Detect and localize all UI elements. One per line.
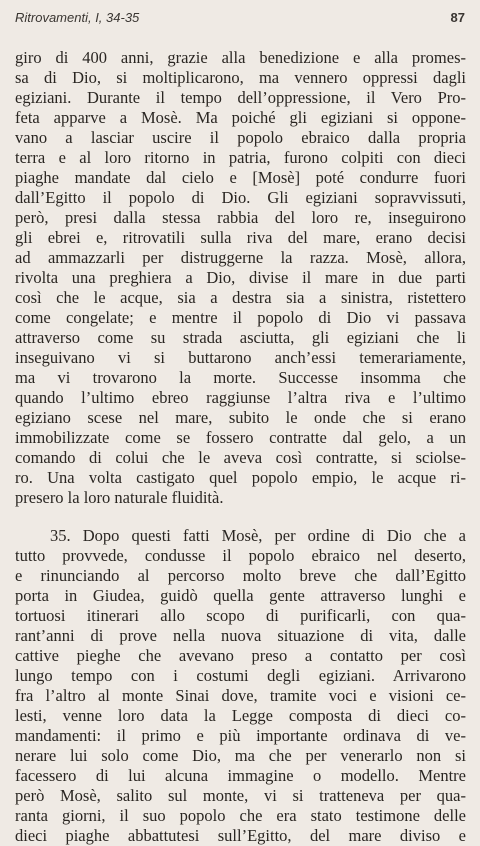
text-line: comando di colui che le aveva così contratte, si sciolse- [15, 448, 466, 467]
text-line: rivolta una preghiera a Dio, divise il mare in due parti [15, 268, 466, 287]
text-line: 35. Dopo questi fatti Mosè, per ordine di Dio che a [50, 526, 466, 545]
text-line: nerare lui solo come Dio, ma che per venerarlo non si [15, 746, 466, 765]
text-line: inseguivano vi si buttarono anch’essi temerariamente, [15, 348, 466, 367]
text-line: terra e al loro ritorno in patria, furono colpiti con dieci [15, 148, 466, 167]
text-line: però, presi dalla stessa rabbia del loro re, inseguirono [15, 208, 466, 227]
text-line: lungo tempo con i costumi degli egiziani. Arrivarono [15, 666, 466, 685]
text-line: porta in Giudea, guidò quella gente attraverso lunghi e [15, 586, 466, 605]
text-line: giro di 400 anni, grazie alla benedizione e alla promes- [15, 48, 466, 67]
text-line: lesti, venne loro data la Legge composta di dieci co- [15, 706, 466, 725]
text-line: gli ebrei e, ritrovatili sulla riva del mare, erano decisi [15, 228, 466, 247]
page-header [15, 6, 465, 28]
text-line: presero la loro naturale fluidità. [15, 488, 224, 507]
text-line: feta apparve a Mosè. Ma poiché gli egiziani si oppone- [15, 108, 466, 127]
text-line: piaghe mandate dal cielo e [Mosè] poté condurre fuori [15, 168, 466, 187]
paragraph-gap [15, 508, 466, 526]
body-text [15, 48, 466, 846]
text-line: quando l’ultimo ebreo raggiunse l’altra riva e l’ultimo [15, 388, 466, 407]
page-number: 87 [450, 10, 465, 25]
text-line: egiziano scese nel mare, subito le onde che si erano [15, 408, 466, 427]
text-line: dieci piaghe abbattutesi sull’Egitto, del mare diviso e [15, 826, 466, 845]
text-line: vano a lasciar uscire il popolo ebraico dalla propria [15, 128, 466, 147]
text-line: facessero di lui alcuna immagine o modello. Mentre [15, 766, 466, 785]
text-line: tutto provvede, condusse il popolo ebraico nel deserto, [15, 546, 466, 565]
paragraph-2 [15, 526, 466, 846]
text-line: ro. Una volta castigato quel popolo empio, le acque ri- [15, 468, 466, 487]
text-line: sa di Dio, si moltiplicarono, ma vennero oppressi dagli [15, 68, 466, 87]
text-line: rant’anni di prove nella nuova situazione di vita, dalle [15, 626, 466, 645]
text-line: ma vi trovarono la morte. Successe insomma che [15, 368, 466, 387]
text-line: così che le acque, sia a destra sia a sinistra, ristettero [15, 288, 466, 307]
text-line: dall’Egitto il popolo di Dio. Gli egiziani sopravvissuti, [15, 188, 466, 207]
text-line: come congelate; e mentre il popolo di Dio vi passava [15, 308, 466, 327]
text-line: tortuosi itinerari allo scopo di purificarli, con qua- [15, 606, 466, 625]
text-line: attraverso come su strada asciutta, gli egiziani che li [15, 328, 466, 347]
text-line: fra l’altro al monte Sinai dove, tramite voci e visioni ce- [15, 686, 466, 705]
text-line: immobilizzate come se fossero contratte dal gelo, a un [15, 428, 466, 447]
text-line: egiziani. Durante il tempo dell’oppressione, il Vero Pro- [15, 88, 466, 107]
text-line: però Mosè, salito sul monte, vi si tratteneva per qua- [15, 786, 466, 805]
text-line: ranta giorni, il suo popolo che era stato testimone delle [15, 806, 466, 825]
paragraph-1 [15, 48, 466, 508]
text-line: e rinunciando al percorso molto breve che dall’Egitto [15, 566, 466, 585]
text-line: cattive pieghe che avevano preso a contatto per così [15, 646, 466, 665]
text-line: ad ammazzarli per distruggerne la razza. Mosè, allora, [15, 248, 466, 267]
running-title: Ritrovamenti, I, 34-35 [15, 10, 140, 25]
text-line: mandamenti: il primo e più importante ordinava di ve- [15, 726, 466, 745]
